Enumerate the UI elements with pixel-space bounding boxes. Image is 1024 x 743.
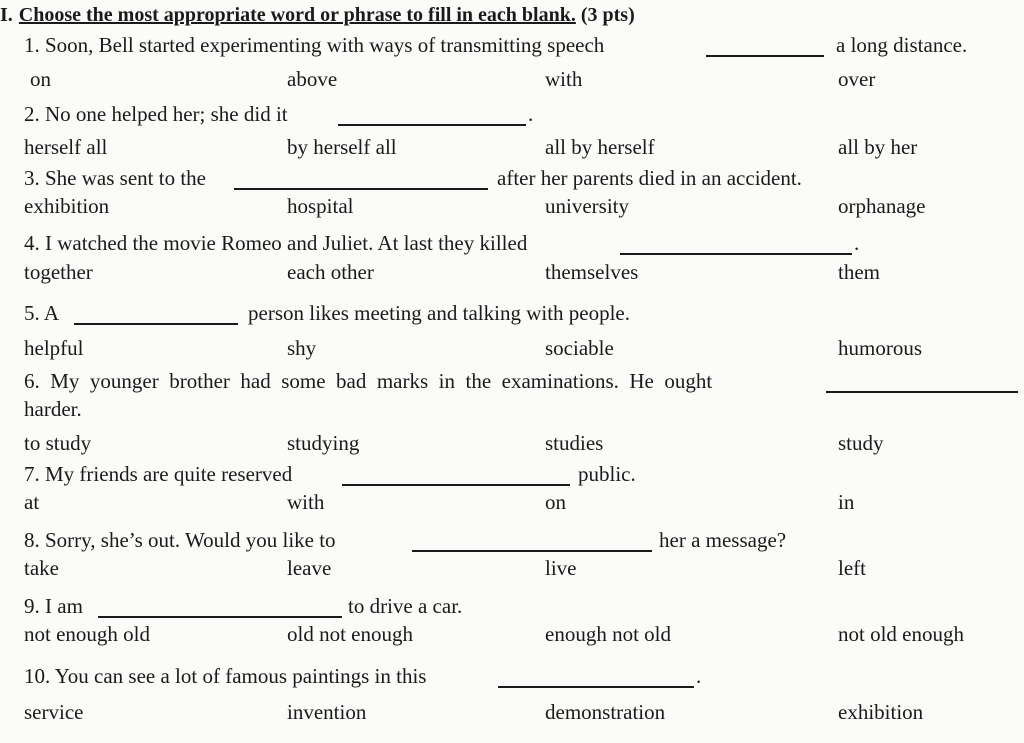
- question-1-option-c[interactable]: with: [545, 67, 583, 91]
- question-8-option-b[interactable]: leave: [287, 556, 332, 580]
- question-5-option-c[interactable]: sociable: [545, 336, 614, 360]
- question-3-option-d[interactable]: orphanage: [838, 194, 926, 218]
- section-header: [0, 4, 635, 27]
- question-3-after: after her parents died in an accident.: [497, 166, 802, 190]
- question-6-blank[interactable]: [826, 373, 1018, 393]
- question-2-option-d[interactable]: all by her: [838, 135, 918, 159]
- question-8-after: her a message?: [659, 528, 787, 552]
- question-4-text: 4. I watched the movie Romeo and Juliet. At last they killed: [24, 231, 528, 255]
- question-7-option-a[interactable]: at: [24, 490, 40, 514]
- question-5-option-d[interactable]: humorous: [838, 336, 922, 360]
- question-6-option-c[interactable]: studies: [545, 431, 604, 455]
- question-7-after: public.: [578, 462, 636, 486]
- question-10-option-c[interactable]: demonstration: [545, 700, 666, 724]
- question-4-blank[interactable]: [620, 235, 852, 255]
- question-7-option-b[interactable]: with: [287, 490, 325, 514]
- question-2-text: 2. No one helped her; she did it: [24, 102, 288, 126]
- question-5-text: 5. A: [24, 301, 60, 325]
- question-4-option-a[interactable]: together: [24, 260, 93, 284]
- question-1-blank[interactable]: [706, 37, 824, 57]
- question-6-after: harder.: [24, 397, 82, 421]
- question-10-option-b[interactable]: invention: [287, 700, 367, 724]
- question-10-after: .: [696, 664, 702, 688]
- question-1-option-a[interactable]: on: [30, 67, 51, 91]
- question-8-text: 8. Sorry, she’s out. Would you like to: [24, 528, 336, 552]
- question-8-option-c[interactable]: live: [545, 556, 577, 580]
- question-3-option-c[interactable]: university: [545, 194, 629, 218]
- question-2-option-b[interactable]: by herself all: [287, 135, 397, 159]
- question-5-blank[interactable]: [74, 305, 238, 325]
- question-9-option-b[interactable]: old not enough: [287, 622, 413, 646]
- question-3-blank[interactable]: [234, 170, 488, 190]
- question-7-option-c[interactable]: on: [545, 490, 566, 514]
- question-1-option-b[interactable]: above: [287, 67, 338, 91]
- question-2-after: .: [528, 102, 534, 126]
- question-10-text: 10. You can see a lot of famous paintings in this: [24, 664, 427, 688]
- question-10-option-d[interactable]: exhibition: [838, 700, 924, 724]
- question-4-option-c[interactable]: themselves: [545, 260, 639, 284]
- section-points: (3 pts): [580, 4, 635, 26]
- question-6-option-a[interactable]: to study: [24, 431, 92, 455]
- question-8-option-a[interactable]: take: [24, 556, 59, 580]
- question-3-text: 3. She was sent to the: [24, 166, 206, 190]
- question-6-text: 6. My younger brother had some bad marks in the examinations. He ought: [24, 369, 713, 393]
- question-7-option-d[interactable]: in: [838, 490, 855, 514]
- question-4-after: .: [854, 231, 860, 255]
- question-1-after: a long distance.: [836, 33, 968, 57]
- question-9-option-a[interactable]: not enough old: [24, 622, 150, 646]
- question-9-after: to drive a car.: [348, 594, 463, 618]
- question-7-text: 7. My friends are quite reserved: [24, 462, 293, 486]
- question-7-blank[interactable]: [342, 466, 570, 486]
- question-4-option-b[interactable]: each other: [287, 260, 374, 284]
- question-2-option-a[interactable]: herself all: [24, 135, 108, 159]
- question-4-option-d[interactable]: them: [838, 260, 880, 284]
- question-6-option-b[interactable]: studying: [287, 431, 360, 455]
- question-5-after: person likes meeting and talking with people.: [248, 301, 630, 325]
- section-title: Choose the most appropriate word or phrase to fill in each blank.: [18, 4, 576, 26]
- question-3-option-b[interactable]: hospital: [287, 194, 354, 218]
- question-8-blank[interactable]: [412, 532, 652, 552]
- question-10-option-a[interactable]: service: [24, 700, 84, 724]
- question-2-option-c[interactable]: all by herself: [545, 135, 655, 159]
- question-9-blank[interactable]: [98, 598, 342, 618]
- question-9-option-c[interactable]: enough not old: [545, 622, 671, 646]
- section-number: I.: [0, 4, 13, 26]
- question-6-option-d[interactable]: study: [838, 431, 884, 455]
- question-9-option-d[interactable]: not old enough: [838, 622, 964, 646]
- question-1-text: 1. Soon, Bell started experimenting with ways of transmitting speech: [24, 33, 605, 57]
- question-1-option-d[interactable]: over: [838, 67, 876, 91]
- question-5-option-b[interactable]: shy: [287, 336, 317, 360]
- question-10-blank[interactable]: [498, 668, 694, 688]
- question-3-option-a[interactable]: exhibition: [24, 194, 110, 218]
- question-5-option-a[interactable]: helpful: [24, 336, 84, 360]
- question-8-option-d[interactable]: left: [838, 556, 866, 580]
- question-9-text: 9. I am: [24, 594, 83, 618]
- question-2-blank[interactable]: [338, 106, 526, 126]
